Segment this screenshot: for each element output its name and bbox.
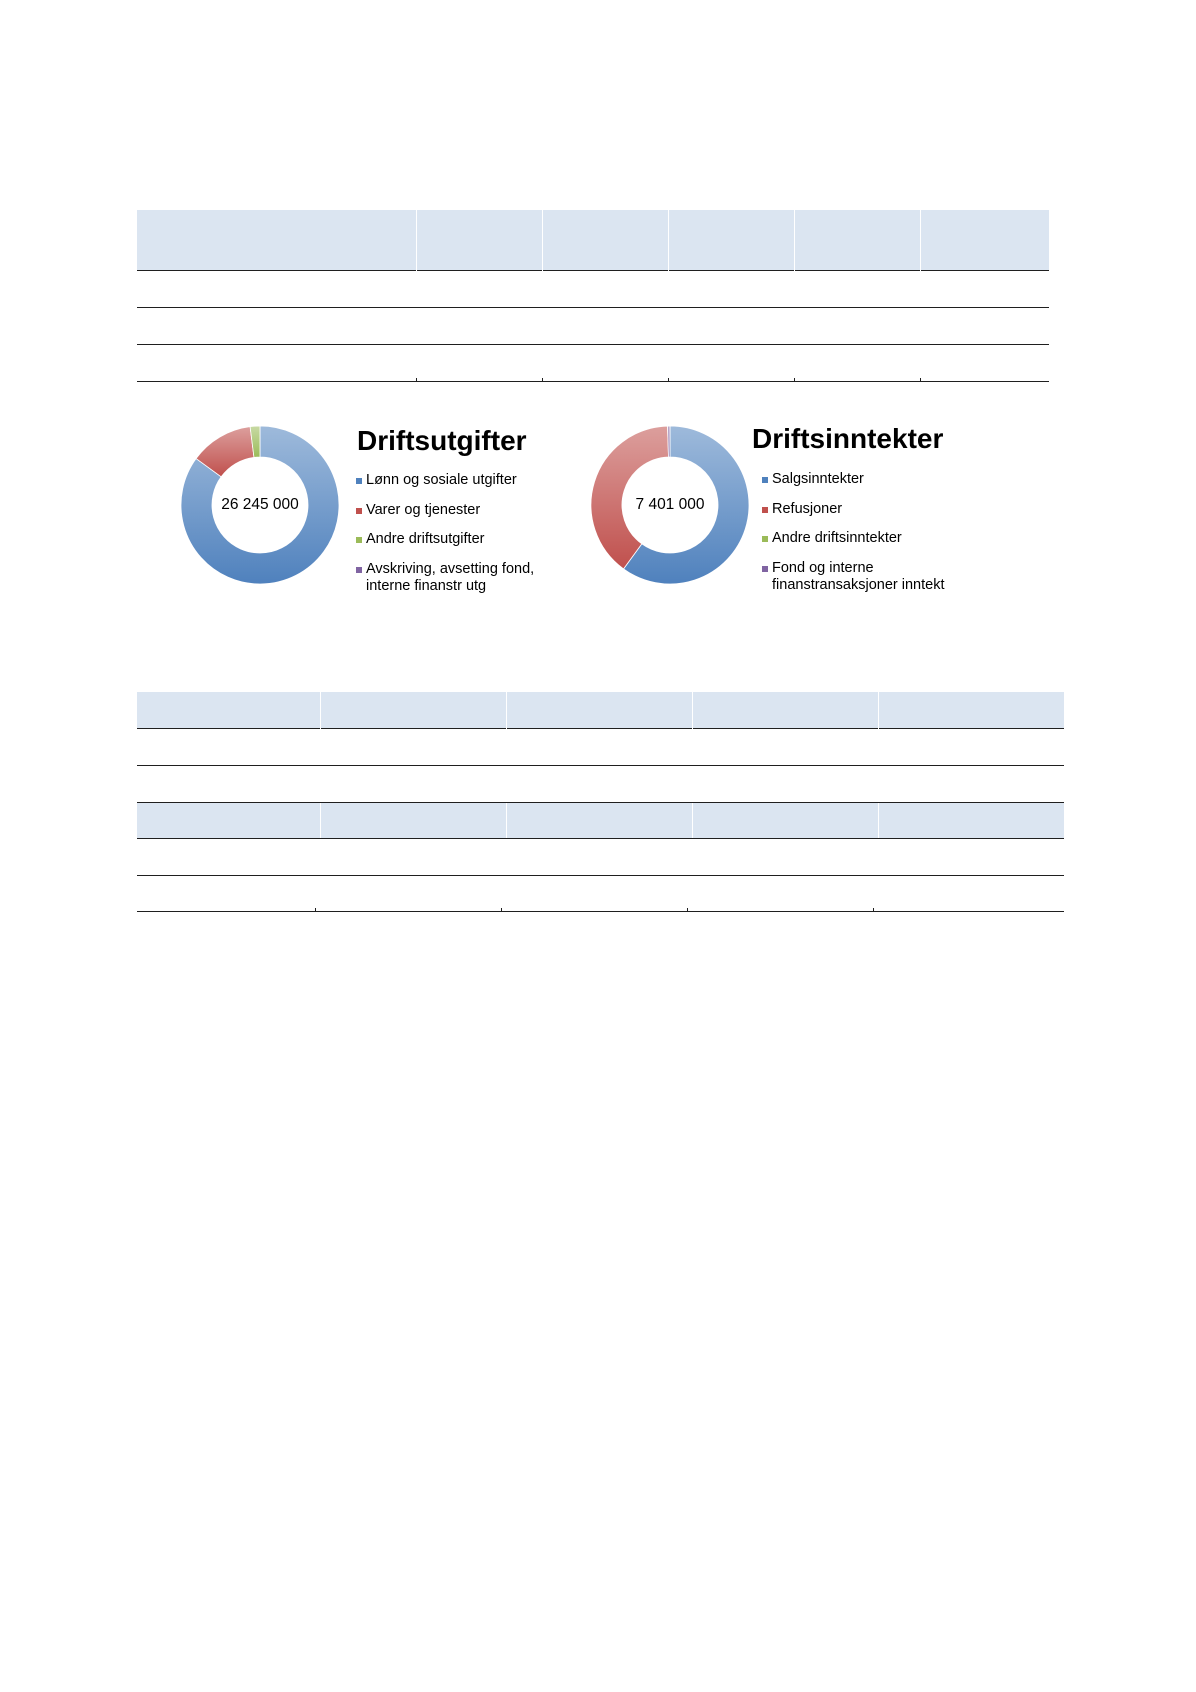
bottom-table-col-sep [320, 692, 321, 729]
legend-label: Andre driftsinntekter [772, 530, 902, 546]
chart-legend [356, 472, 576, 612]
bottom-table-col-sep [692, 803, 693, 838]
bottom-table-tick [687, 908, 688, 912]
chart-driftsinntekter [580, 415, 1000, 605]
legend-label: Refusjoner [772, 500, 843, 517]
bottom-table-tick [501, 908, 502, 912]
table-row [137, 308, 1049, 345]
chart-driftsutgifter [170, 415, 570, 605]
donut-center-label: 26 245 000 [221, 496, 299, 513]
legend-label: Fond og interne finanstransaksjoner inntekt [772, 559, 945, 593]
bottom-table-col-sep [506, 803, 507, 838]
top-table-col-sep [668, 210, 669, 271]
legend-swatch [356, 567, 362, 573]
top-table-col-sep [542, 210, 543, 271]
top-table-col-sep [416, 210, 417, 271]
bottom-table-tick [873, 908, 874, 912]
chart-title: Driftsutgifter [357, 425, 527, 456]
legend-label: Lønn og sosiale utgifter [366, 472, 517, 488]
legend-swatch [356, 537, 362, 543]
bottom-table-col-sep [878, 692, 879, 729]
legend-label: Avskriving, avsetting fond, interne finanstr utg [366, 560, 535, 594]
legend-label: Andre driftsutgifter [366, 531, 485, 547]
bottom-table-col-sep [878, 803, 879, 838]
donut-center-label: 7 401 000 [635, 496, 705, 513]
top-table-col-sep [794, 210, 795, 271]
top-table-header-row [137, 210, 1049, 271]
legend-swatch [762, 477, 768, 483]
table-row [137, 271, 1049, 308]
legend-swatch [356, 508, 362, 514]
table-row [137, 729, 1064, 766]
top-table-tick [668, 378, 669, 382]
chart-legend [762, 471, 992, 611]
chart-title: Driftsinntekter [752, 423, 944, 454]
legend-swatch [762, 536, 768, 542]
legend-swatch [762, 507, 768, 513]
legend-swatch [356, 478, 362, 484]
legend-label: Varer og tjenester [366, 501, 481, 518]
bottom-table-col-sep [506, 692, 507, 729]
bottom-table-col-sep [320, 803, 321, 838]
top-table-tick [920, 378, 921, 382]
top-table [137, 210, 1049, 382]
table-row [137, 766, 1064, 803]
bottom-table [137, 692, 1064, 912]
bottom-table-tick [315, 908, 316, 912]
bottom-table-header-row [137, 692, 1064, 729]
table-row [137, 345, 1049, 382]
legend-label: Salgsinntekter [772, 471, 864, 487]
top-table-tick [542, 378, 543, 382]
table-row [137, 839, 1064, 876]
top-table-tick [416, 378, 417, 382]
bottom-table-subheader-row [137, 803, 1064, 839]
legend-swatch [762, 566, 768, 572]
top-table-col-sep [920, 210, 921, 271]
top-table-tick [794, 378, 795, 382]
bottom-table-col-sep [692, 692, 693, 729]
table-row [137, 876, 1064, 912]
